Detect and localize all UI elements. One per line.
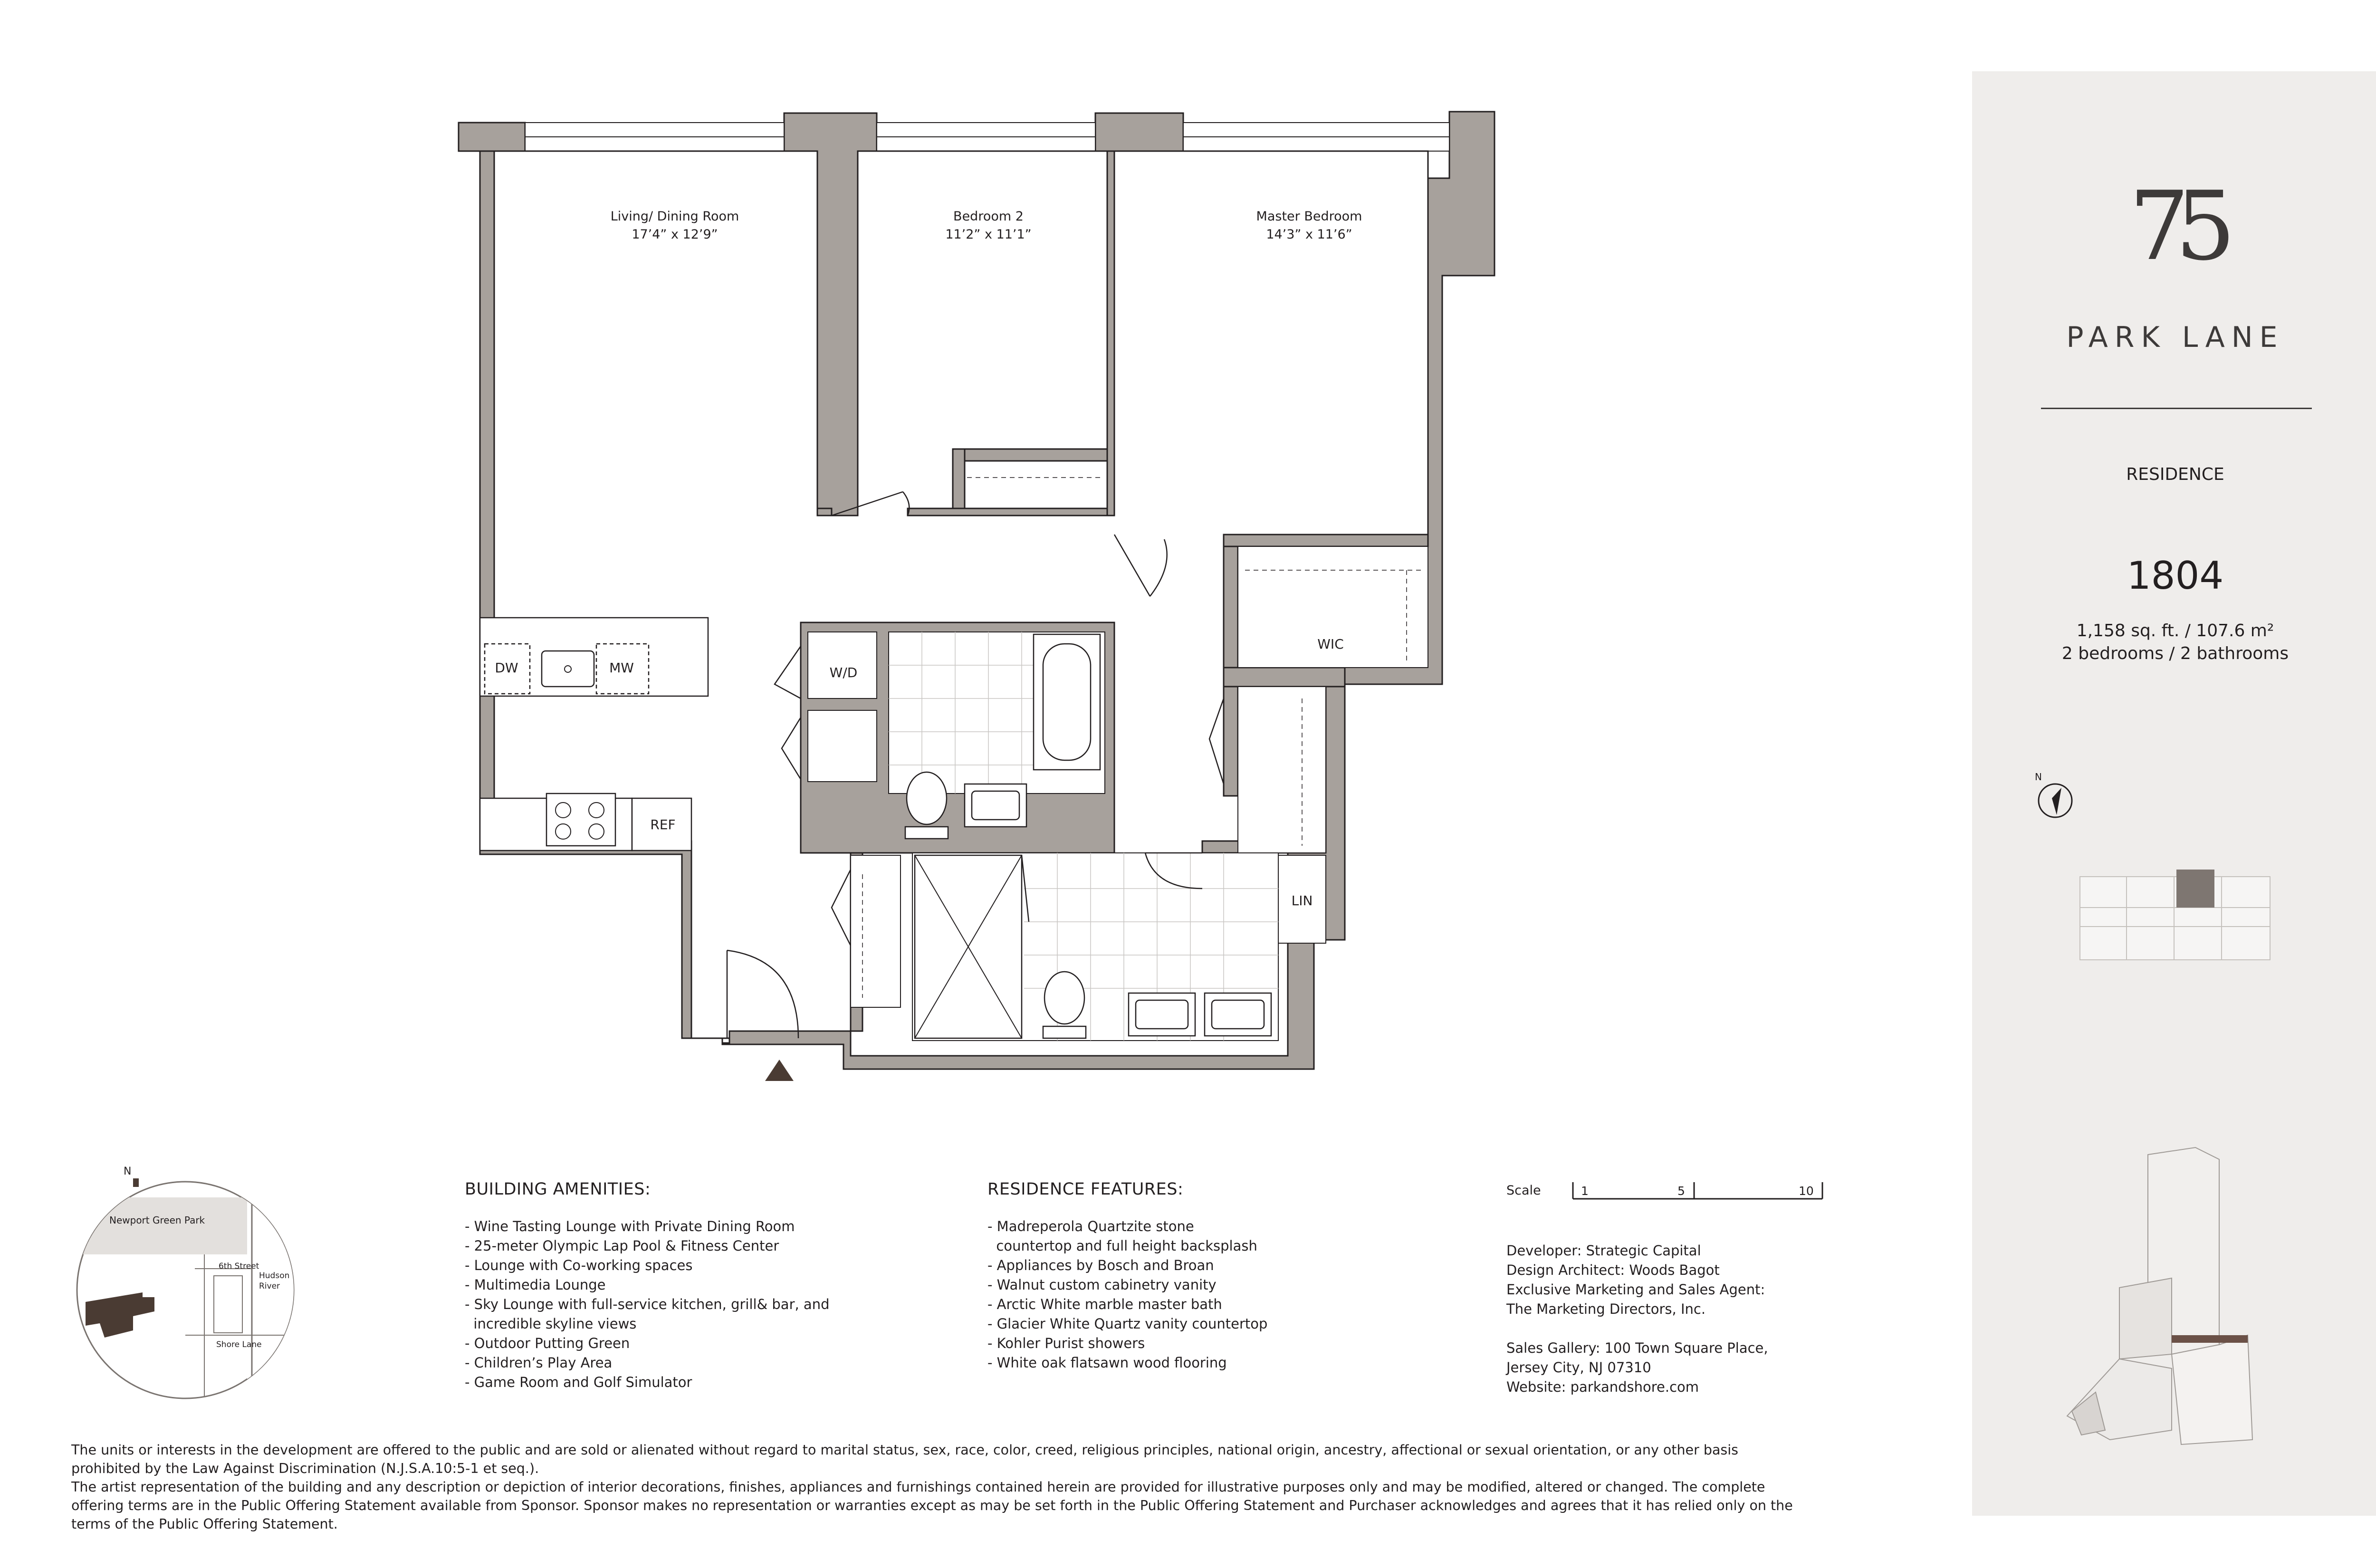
amenity-item: - Outdoor Putting Green [465, 1335, 630, 1351]
amenity-item: - Lounge with Co-working spaces [465, 1257, 693, 1273]
bedroom2-closet-wall [953, 449, 1107, 461]
amenity-item: - Sky Lounge with full-service kitchen, grill& bar, and [465, 1296, 830, 1312]
scale-tick: 5 [1677, 1184, 1685, 1198]
developer-info [1506, 1241, 1768, 1397]
amenity-item: - Children’s Play Area [465, 1355, 613, 1371]
residence-number: 1804 [2127, 554, 2224, 598]
locator-map [71, 1159, 299, 1411]
feature-item: - White oak flatsawn wood flooring [987, 1355, 1227, 1371]
brand-logo-name: PARK LANE [2066, 321, 2284, 354]
label-wd: W/D [829, 665, 858, 680]
room-dims-master: 14’3” x 11’6” [1266, 227, 1352, 242]
developer-line: Sales Gallery: 100 Town Square Place, [1506, 1340, 1768, 1356]
developer-line-spacer [1506, 1319, 1768, 1339]
burner-2 [589, 803, 604, 818]
features-section [987, 1180, 1267, 1373]
entry-marker [765, 1060, 794, 1081]
residence-sidebar [1972, 71, 2376, 1516]
features-heading: RESIDENCE FEATURES: [987, 1180, 1184, 1199]
residence-area: 1,158 sq. ft. / 107.6 m² [2076, 621, 2274, 641]
legal-disclaimer [71, 1441, 1796, 1533]
label-dw: DW [495, 660, 518, 676]
brand-logo-number: 75 [2129, 171, 2222, 282]
amenity-item: - Wine Tasting Lounge with Private Dining Room [465, 1218, 795, 1234]
label-ref: REF [650, 817, 676, 832]
bedroom2-south-wall-a [817, 508, 832, 516]
label-mw: MW [609, 660, 634, 676]
map-street2-label: Shore Lane [216, 1340, 262, 1349]
compass-icon [2034, 770, 2077, 822]
feature-item: - Walnut custom cabinetry vanity [987, 1277, 1217, 1293]
map-river-label-1: Hudson [259, 1271, 290, 1281]
feature-item: - Kohler Purist showers [987, 1335, 1145, 1351]
scale-bar [1571, 1177, 1827, 1206]
developer-line: Exclusive Marketing and Sales Agent: [1506, 1281, 1765, 1298]
amenity-item: - Multimedia Lounge [465, 1277, 606, 1293]
label-wic: WIC [1317, 636, 1344, 652]
map-street1-label: 6th Street [219, 1262, 259, 1271]
toilet-1-tank [905, 827, 948, 839]
linen-closet-1 [808, 710, 877, 782]
master-closet-2 [1238, 687, 1326, 853]
burner-1 [556, 803, 571, 818]
developer-line: The Marketing Directors, Inc. [1506, 1301, 1706, 1317]
feature-item: - Madreperola Quartzite stone [987, 1218, 1194, 1234]
room-name-master: Master Bedroom [1256, 209, 1362, 224]
room-dims-living: 17’4” x 12’9” [632, 227, 718, 242]
disclaimer-paragraph-2: The artist representation of the building and any description or depiction of interior decorations, finishes, appliances and furnishings contained herein are provided for illustrative purposes only and may be modified, altered or changed. The complete offering terms are in the Public Offering Statement available from Sponsor. Sponsor makes no representation or warranties except as may be set forth in the Public Offering Statement and Purchaser acknowledges and agrees that it has relied only on the terms of the Public Offering Statement. [71, 1479, 1793, 1532]
burner-4 [589, 824, 604, 839]
amenity-item: - Game Room and Golf Simulator [465, 1374, 692, 1390]
developer-line: Developer: Strategic Capital [1506, 1243, 1701, 1259]
amenities-heading: BUILDING AMENITIES: [465, 1180, 651, 1199]
developer-line: Design Architect: Woods Bagot [1506, 1262, 1720, 1278]
map-river-label-2: River [259, 1281, 280, 1291]
front-closet [851, 855, 901, 1007]
developer-line: Jersey City, NJ 07310 [1506, 1359, 1651, 1376]
logo-divider [2041, 408, 2312, 409]
compass-north-letter: N [2035, 771, 2042, 783]
wall-pier-3 [1095, 113, 1183, 151]
room-name-living: Living/ Dining Room [610, 209, 739, 224]
room-dims-bedroom2: 11’2” x 11’1” [945, 227, 1032, 242]
room-name-bedroom2: Bedroom 2 [953, 209, 1024, 224]
cooktop [546, 794, 615, 846]
feature-item: - Appliances by Bosch and Broan [987, 1257, 1214, 1273]
feature-item: - Arctic White marble master bath [987, 1296, 1222, 1312]
amenity-item: incredible skyline views [465, 1316, 637, 1332]
disclaimer-paragraph-1: The units or interests in the development are offered to the public and are sold or alienated without regard to marital status, sex, race, color, creed, religious principles, national origin, ancestry, affectional or sexual orientation, or any other basis prohibited by the Law Against Discrimination (N.J.S.A.10:5-1 et seq.). [71, 1442, 1739, 1476]
building-rendering [2062, 1145, 2286, 1449]
toilet-1-bowl [907, 772, 947, 824]
map-north-letter: N [124, 1166, 132, 1177]
key-plan [2079, 870, 2274, 962]
master-closet-wall [1224, 535, 1238, 687]
toilet-2-bowl [1044, 972, 1084, 1024]
map-park-label: Newport Green Park [109, 1214, 205, 1226]
scale-tick: 10 [1799, 1184, 1814, 1198]
residence-label: RESIDENCE [2126, 465, 2224, 484]
feature-item: - Glacier White Quartz vanity countertop [987, 1316, 1268, 1332]
amenities-list [465, 1217, 830, 1392]
scale-tick: 1 [1581, 1184, 1589, 1198]
feature-item: countertop and full height backsplash [987, 1238, 1257, 1254]
amenity-item: - 25-meter Olympic Lap Pool & Fitness Center [465, 1238, 779, 1254]
burner-3 [556, 824, 571, 839]
amenities-section [465, 1180, 830, 1392]
toilet-2-tank [1043, 1026, 1086, 1038]
label-lin: LIN [1291, 893, 1313, 908]
features-list [987, 1217, 1267, 1373]
scale-label: Scale [1506, 1183, 1541, 1198]
developer-website[interactable]: Website: parkandshore.com [1506, 1379, 1699, 1395]
residence-rooms: 2 bedrooms / 2 bathrooms [2061, 644, 2289, 663]
